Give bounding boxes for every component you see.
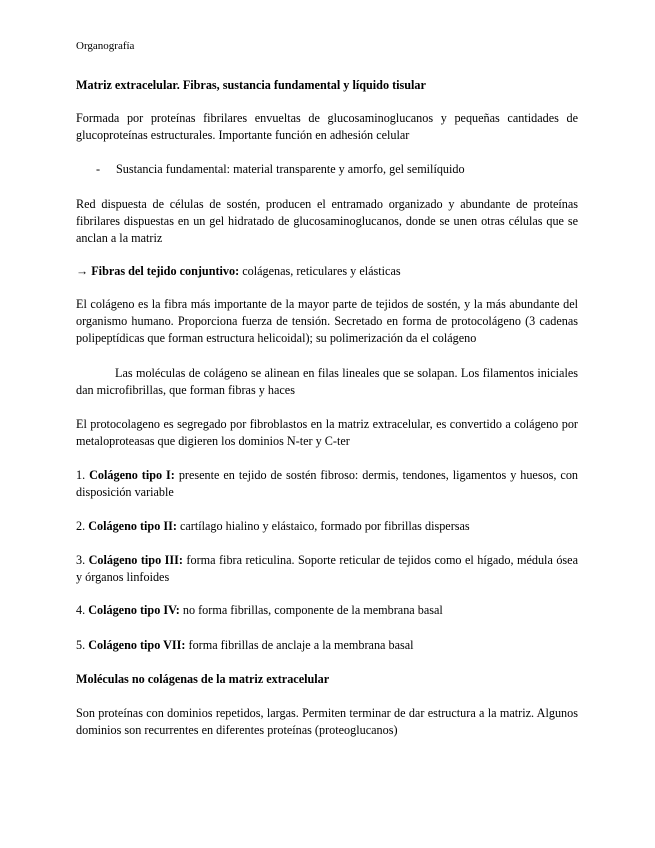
paragraph-intro: Formada por proteínas fibrilares envueltas de glucosaminoglucanos y pequeñas cantidades de glucoproteínas estructurales. Importante función en adhesión celular	[76, 111, 578, 142]
arrow-glyph: →	[76, 264, 92, 278]
item-text: no forma fibrillas, componente de la membrana basal	[179, 603, 443, 617]
paragraph-red: Red dispuesta de células de sostén, producen el entramado organizado y abundante de proteínas fibrilares dispuestas en un gel hidratado de glucosaminoglucanos, donde se unen otras células que se anclan a la matriz	[76, 197, 578, 245]
item-label: Colágeno tipo IV:	[88, 603, 180, 617]
item-label: Colágeno tipo III:	[88, 553, 183, 567]
paragraph-moleculas: Las moléculas de colágeno se alinean en filas lineales que se solapan. Los filamentos iniciales dan microfibrillas, que forman fibras y haces	[76, 366, 578, 397]
item-number: 3.	[76, 553, 89, 567]
section-title-2: Moléculas no colágenas de la matriz extracelular	[76, 672, 330, 686]
item-label: Colágeno tipo I:	[89, 468, 175, 482]
item-text: cartílago hialino y elástaico, formado por fibrillas dispersas	[176, 519, 470, 533]
item-number: 2.	[76, 519, 89, 533]
collagen-type-item	[76, 637, 578, 654]
bullet-dash: -	[96, 162, 101, 176]
item-text: forma fibrillas de anclaje a la membrana basal	[185, 638, 414, 652]
item-label: Colágeno tipo II:	[88, 519, 177, 533]
collagen-type-item	[76, 467, 578, 501]
bullet-text: Sustancia fundamental: material transparente y amorfo, gel semilíquido	[116, 162, 465, 176]
item-text: presente en tejido de sostén fibroso: dermis, tendones, ligamentos y huesos, con disposición variable	[76, 468, 579, 499]
collagen-type-item	[76, 602, 578, 619]
item-number: 1.	[76, 468, 90, 482]
item-text: forma fibra reticulina. Soporte reticular de tejidos como el hígado, médula ósea y órganos linfoides	[76, 553, 578, 584]
paragraph-proteinas: Son proteínas con dominios repetidos, largas. Permiten terminar de dar estructura a la matriz. Algunos dominios son recurrentes en diferentes proteínas (proteoglucanos)	[76, 706, 578, 737]
fibras-label: Fibras del tejido conjuntivo:	[91, 264, 240, 278]
fibras-line	[76, 263, 578, 280]
item-number: 4.	[76, 603, 89, 617]
bullet-item	[96, 161, 578, 178]
item-number: 5.	[76, 638, 89, 652]
section-title: Matriz extracelular. Fibras, sustancia fundamental y líquido tisular	[76, 78, 426, 92]
paragraph-colageno: El colágeno es la fibra más importante de la mayor parte de tejidos de sostén, y la más abundante del organismo humano. Proporciona fuerza de tensión. Secretado en forma de protocolágeno (3 cadenas polipeptídicas que forman estructura helicoidal); su polimerización da el colágeno	[76, 297, 578, 345]
paragraph-protocolageno: El protocolageno es segregado por fibroblastos en la matriz extracelular, es convertido a colágeno por metaloproteasas que digieren los dominios N-ter y C-ter	[76, 417, 578, 448]
collagen-type-item	[76, 552, 578, 586]
fibras-text: colágenas, reticulares y elásticas	[239, 264, 401, 278]
collagen-type-item	[76, 518, 578, 535]
item-label: Colágeno tipo VII:	[88, 638, 186, 652]
page-header: Organografía	[76, 40, 135, 52]
